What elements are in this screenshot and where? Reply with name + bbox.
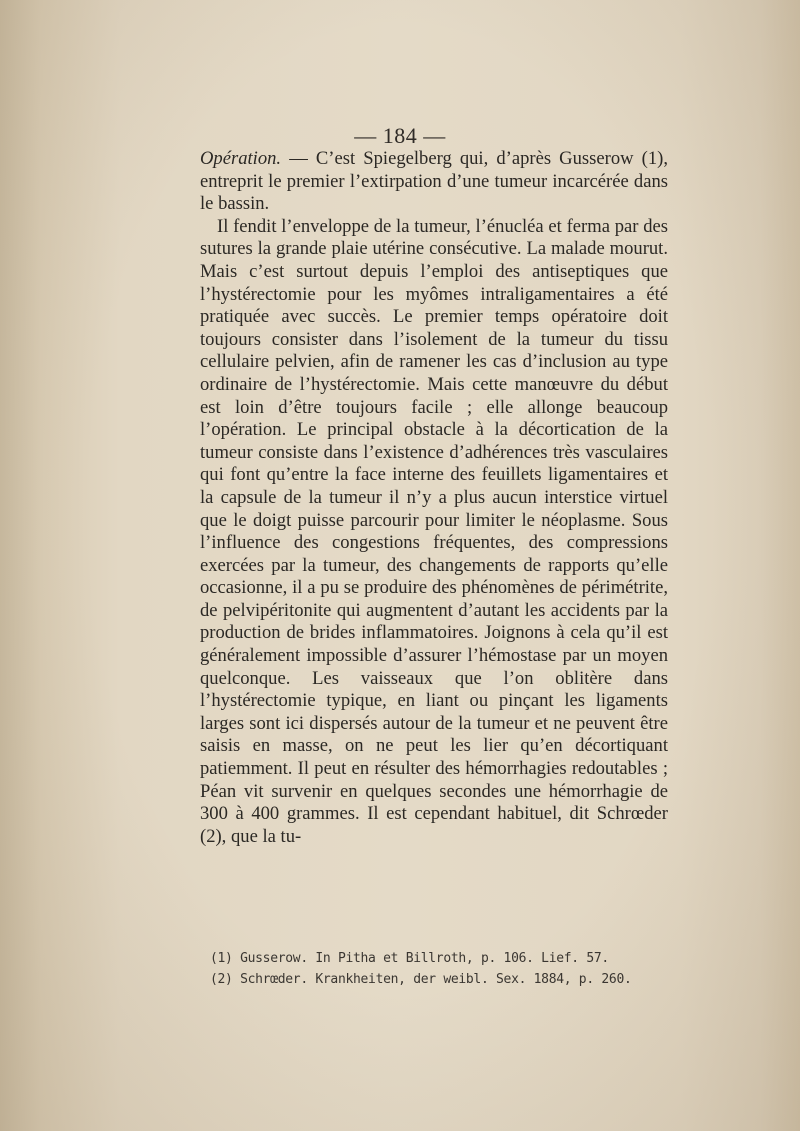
paragraph-1-text: — C’est Spiegelberg qui, d’après Gusserow (1), entreprit le premier l’extirpation d’une tumeur incarcérée dans le bassin. xyxy=(200,148,668,215)
section-lead-in: Opération. xyxy=(200,148,282,169)
footnote-1: (1) Gusserow. In Pitha et Billroth, p. 106. Lief. 57. xyxy=(210,951,609,966)
paragraph-1 xyxy=(200,148,668,216)
paragraph-2: Il fendit l’enveloppe de la tumeur, l’énucléa et ferma par des sutures la grande plaie utérine consécutive. La malade mourut. Mais c’est surtout depuis l’emploi des antiseptiques que l’hystérectomie pour les myômes intraligamentaires a été pratiquée avec succès. Le premier temps opératoire doit toujours consister dans l’isolement de la tumeur du tissu cellulaire pelvien, afin de ramener les cas d’inclusion au type ordinaire de l’hystérectomie. Mais cette manœuvre du début est loin d’être toujours facile ; elle allonge beaucoup l’opération. Le principal obstacle à la décortication de la tumeur consiste dans l’existence d’adhérences très vasculaires qui font qu’entre la face interne des feuillets ligamentaires et la capsule de la tumeur il n’y a plus aucun interstice virtuel que le doigt puisse parcourir pour limiter le néoplasme. Sous l’influence des congestions fréquentes, des compressions exercées par la tumeur, des changements de rapports qu’elle occasionne, il a pu se produire des phénomènes de périmétrite, de pelvipéritonite qui augmentent d’autant les accidents par la production de brides inflammatoires. Joignons à cela qu’il est généralement impossible d’assurer l’hémostase par un moyen quelconque. Les vaisseaux que l’on oblitère dans l’hystérectomie typique, en liant ou pinçant les ligaments larges sont ici dispersés autour de la tumeur et ne peuvent être saisis en masse, on ne peut les lier qu’en décortiquant patiemment. Il peut en résulter des hémorrhagies redoutables ; Péan vit survenir en quelques secondes une hémorrhagie de 300 à 400 grammes. Il est cependant habituel, dit Schrœder (2), que la tu- xyxy=(200,215,668,847)
footnotes xyxy=(210,948,670,990)
body-text xyxy=(200,148,668,848)
footnote-2: (2) Schrœder. Krankheiten, der weibl. Sex. 1884, p. 260. xyxy=(210,972,632,987)
page-number: — 184 — xyxy=(354,123,446,148)
